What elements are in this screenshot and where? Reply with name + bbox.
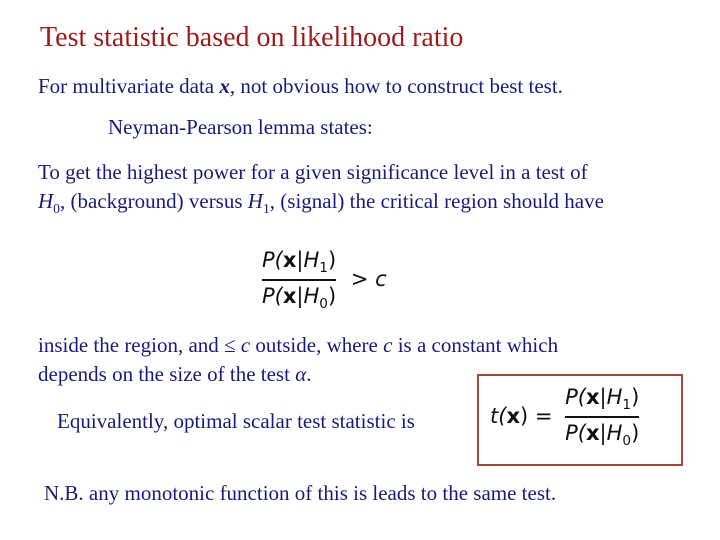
region-line-1 — [38, 333, 558, 358]
ratio-numerator: $P(x|H_1)$ — [262, 248, 337, 277]
statement-line-2 — [38, 189, 604, 217]
region-text-c: outside, where — [250, 333, 384, 357]
region-text-a: inside the region, and — [38, 333, 225, 357]
vector-x: x — [219, 74, 230, 98]
statement-text-c: , (background) versus — [60, 189, 248, 213]
leq-c: ≤ c — [224, 333, 251, 357]
statistic-fraction — [565, 385, 639, 449]
intro-text-c: , not obvious how to construct best test. — [229, 74, 563, 98]
statement-text-f: , (signal) the critical region should have — [269, 189, 604, 213]
alpha-symbol: α — [295, 362, 307, 386]
fraction-bar — [565, 416, 639, 418]
intro-text-a: For multivariate data — [38, 74, 220, 98]
equivalently-line: Equivalently, optimal scalar test statistic is — [57, 409, 415, 433]
region-text-f: depends on the size of the test — [38, 362, 296, 386]
statement-line-1: To get the highest power for a given significance level in a test of — [38, 160, 588, 184]
h-subscript-0: 0 — [53, 201, 60, 217]
lemma-heading: Neyman-Pearson lemma states: — [108, 115, 373, 139]
fraction-bar — [262, 279, 336, 281]
ratio-fraction — [262, 248, 336, 312]
intro-line — [38, 74, 563, 99]
note-line: N.B. any monotonic function of this is leads to the same test. — [44, 481, 557, 505]
h-subscript-1: 1 — [262, 201, 270, 217]
test-statistic-equation — [490, 385, 639, 449]
ratio-denominator: $P(x|H_0)$ — [262, 284, 337, 313]
period: . — [306, 362, 312, 386]
h-symbol: H — [247, 189, 263, 213]
region-line-2 — [38, 362, 311, 387]
statistic-numerator: $P(x|H_1)$ — [565, 385, 640, 414]
t-lhs: t(x) = — [490, 404, 553, 429]
greater-than-c: > c — [350, 267, 387, 292]
slide-title: Test statistic based on likelihood ratio — [40, 22, 464, 53]
c-symbol: c — [383, 333, 393, 357]
statistic-denominator: $P(x|H_0)$ — [565, 421, 640, 450]
region-text-e: is a constant which — [392, 333, 559, 357]
likelihood-ratio-inequality — [262, 248, 387, 312]
h-symbol: H — [38, 189, 54, 213]
